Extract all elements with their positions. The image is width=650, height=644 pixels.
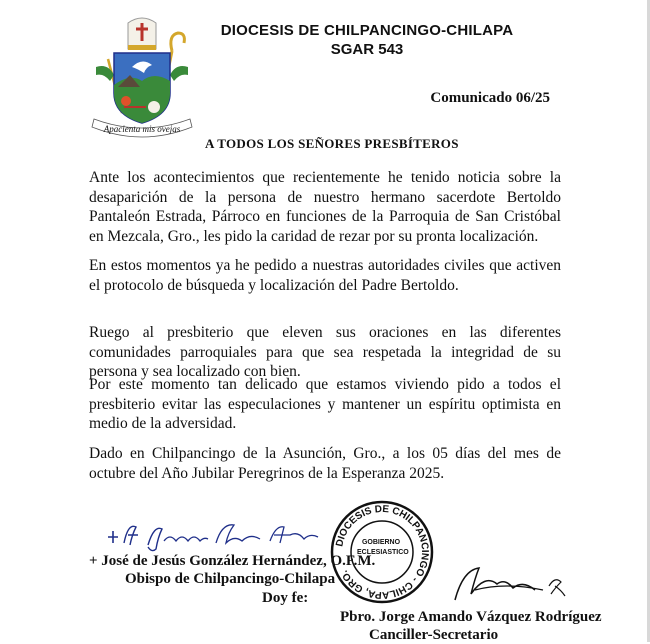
communique-number: Comunicado 06/25 — [430, 90, 550, 106]
seal-inner-line-2: ECLESIASTICO — [357, 549, 409, 556]
secretary-title: Canciller-Secretario — [369, 627, 499, 643]
diocese-name: DIOCESIS DE CHILPANCINGO-CHILAPA — [220, 22, 514, 39]
body-paragraph-3: Ruego al presbiterio que eleven sus oraciones en las diferentes comunidades parroquiales para que sea respetada la integridad de su persona y sea localizado con bien. — [89, 324, 561, 380]
doy-fe-label: Doy fe: — [262, 590, 309, 606]
crest-motto: Apacienta mis ovejas — [103, 124, 181, 134]
diocese-crest-logo — [86, 15, 198, 140]
body-paragraph-5: Dado en Chilpancingo de la Asunción, Gro., a los 05 días del mes de octubre del Año Jubilar Peregrinos de la Esperanza 2025. — [89, 445, 561, 482]
diocese-code: SGAR 543 — [330, 41, 404, 58]
body-paragraph-2: En estos momentos ya he pedido a nuestras autoridades civiles que activen el protocolo de búsqueda y localización del Padre Bertoldo. — [89, 257, 561, 294]
bishop-signature — [104, 515, 329, 553]
seal-inner-line-1: GOBIERNO — [361, 539, 401, 546]
body-paragraph-1: Ante los acontecimientos que recientemente he tenido noticia sobre la desaparición de la persona de nuestro hermano sacerdote Bertoldo Pantaleón Estrada, Párroco en funciones de la Parroquia de San Cristóbal en Mezcala, Gro., les pido la caridad de rezar por su pronta localización. — [89, 169, 561, 245]
body-paragraph-4: Por este momento tan delicado que estamos viviendo pido a todos el presbiterio evitar las especulaciones y mantener un espíritu optimista en medio de la adversidad. — [89, 376, 561, 432]
seal-ring-text: DIOCESIS DE CHILPANCINGO - CHILAPA, GRO. — [334, 503, 431, 601]
bishop-name: + José de Jesús González Hernández, O.F.M. — [89, 553, 376, 569]
salutation-heading: A TODOS LOS SEÑORES PRESBÍTEROS — [205, 136, 459, 151]
secretary-name: Pbro. Jorge Amando Vázquez Rodríguez — [340, 609, 602, 625]
secretary-signature — [445, 560, 575, 612]
bishop-title: Obispo de Chilpancingo-Chilapa — [125, 571, 336, 587]
